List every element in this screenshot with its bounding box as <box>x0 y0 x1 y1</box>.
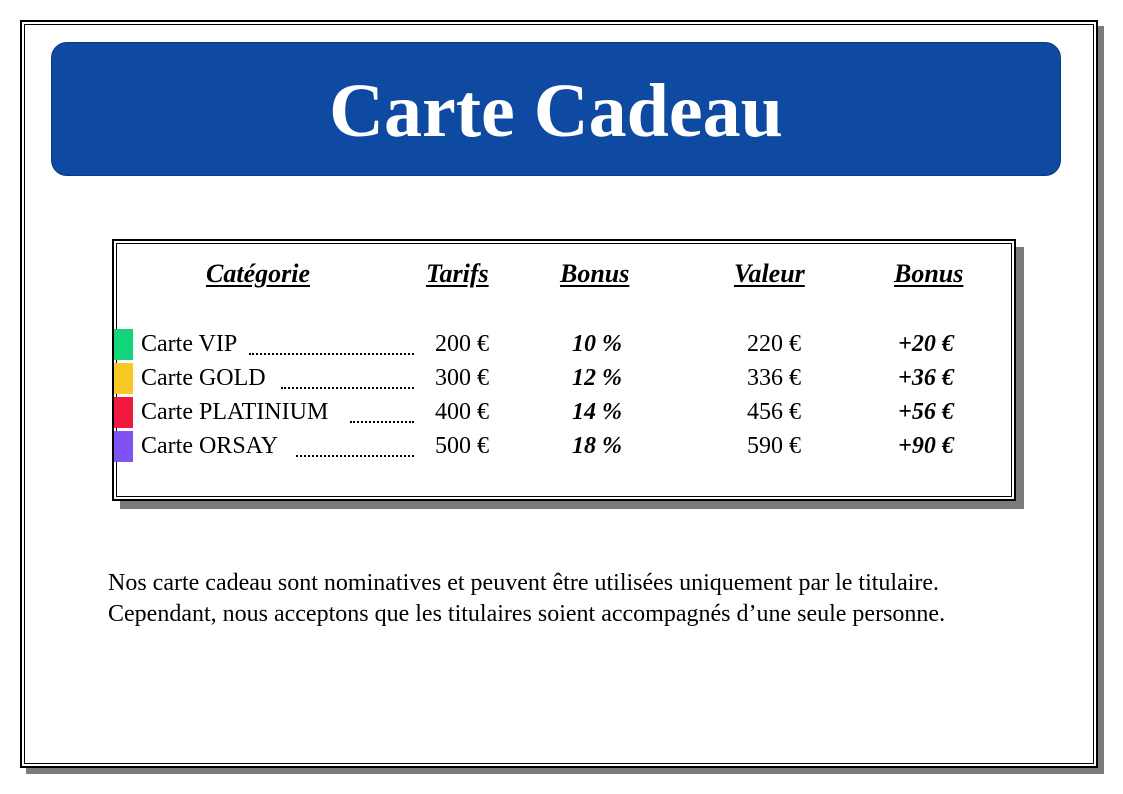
color-swatch <box>114 363 133 394</box>
pricing-table <box>112 239 1016 501</box>
valeur-cell: 336 € <box>747 365 801 391</box>
tarif-cell: 500 € <box>435 433 489 459</box>
bonus-amount-cell: +20 € <box>898 331 954 357</box>
document-page <box>20 20 1098 768</box>
info-note <box>108 568 945 630</box>
table-row <box>114 431 1014 463</box>
page-title: Carte Cadeau <box>329 69 783 153</box>
valeur-cell: 220 € <box>747 331 801 357</box>
color-swatch <box>114 431 133 462</box>
header-categorie: Catégorie <box>206 259 310 288</box>
note-line-2: Cependant, nous acceptons que les titulaires soient accompagnés d’une seule personne. <box>108 601 946 627</box>
category-label: Carte VIP <box>141 331 238 357</box>
bonus-pct-cell: 18 % <box>572 433 622 459</box>
header-valeur: Valeur <box>734 259 805 288</box>
bonus-amount-cell: +56 € <box>898 399 954 425</box>
dotted-leader <box>296 455 414 457</box>
bonus-amount-cell: +36 € <box>898 365 954 391</box>
table-row <box>114 397 1014 429</box>
tarif-cell: 300 € <box>435 365 489 391</box>
bonus-amount-cell: +90 € <box>898 433 954 459</box>
header-bonus-pct: Bonus <box>560 259 630 288</box>
category-label: Carte PLATINIUM <box>141 399 329 425</box>
note-line-1: Nos carte cadeau sont nominatives et peuvent être utilisées uniquement par le titulaire. <box>108 570 940 596</box>
tarif-cell: 400 € <box>435 399 489 425</box>
dotted-leader <box>281 387 414 389</box>
bonus-pct-cell: 12 % <box>572 365 622 391</box>
category-label: Carte ORSAY <box>141 433 279 459</box>
table-row <box>114 329 1014 361</box>
table-row <box>114 363 1014 395</box>
color-swatch <box>114 397 133 428</box>
tarif-cell: 200 € <box>435 331 489 357</box>
valeur-cell: 456 € <box>747 399 801 425</box>
title-banner <box>51 42 1061 176</box>
category-label: Carte GOLD <box>141 365 266 391</box>
dotted-leader <box>249 353 414 355</box>
header-bonus-amount: Bonus <box>894 259 964 288</box>
header-tarifs: Tarifs <box>426 259 489 288</box>
dotted-leader <box>350 421 414 423</box>
bonus-pct-cell: 14 % <box>572 399 622 425</box>
valeur-cell: 590 € <box>747 433 801 459</box>
color-swatch <box>114 329 133 360</box>
bonus-pct-cell: 10 % <box>572 331 622 357</box>
